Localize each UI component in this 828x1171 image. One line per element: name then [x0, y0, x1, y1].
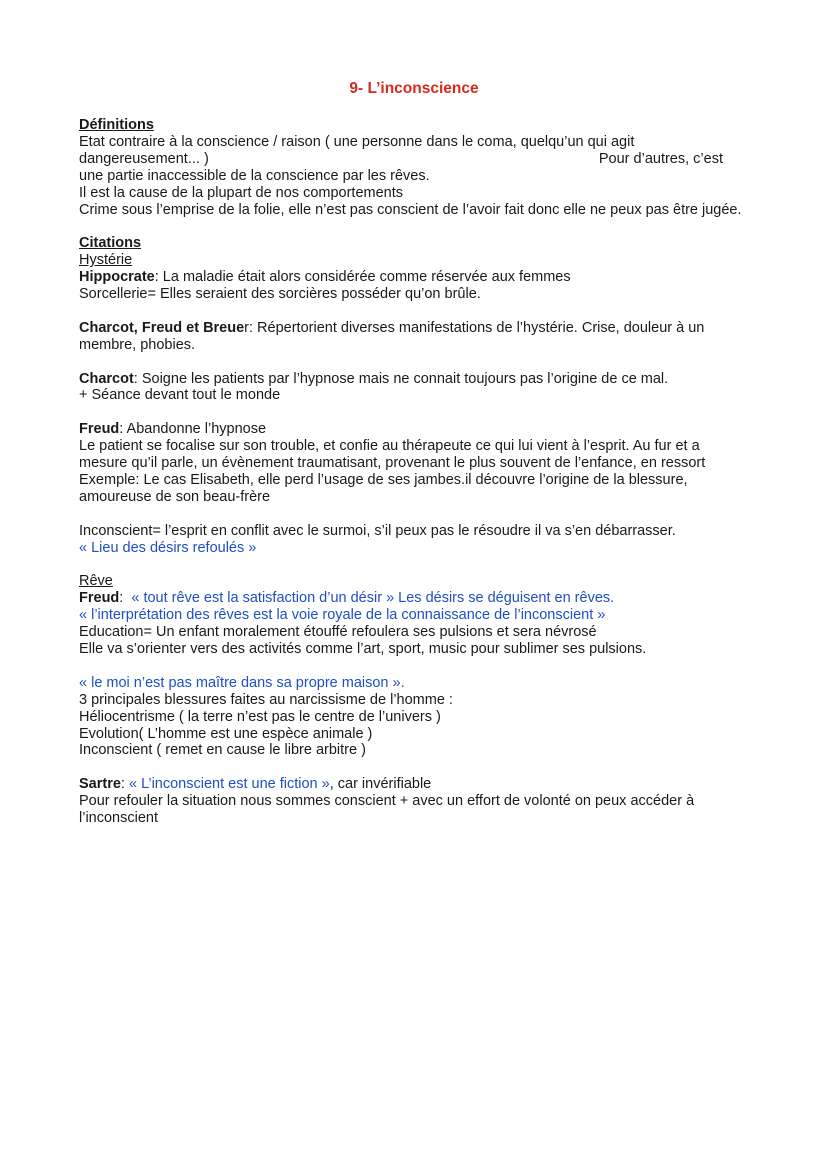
hippocrate-text: : La maladie était alors considérée comme réservée aux femmes: [154, 269, 571, 286]
charcot-name: Charcot: [79, 370, 134, 387]
freud-line: [79, 421, 749, 438]
sartre-name: Sartre: [79, 776, 121, 793]
definitions-line-1: Etat contraire à la conscience / raison ( une personne dans le coma, quelqu’un qui agit: [79, 133, 635, 150]
definitions-line-2: [79, 151, 749, 168]
definitions-line-4: Il est la cause de la plupart de nos comportements: [79, 184, 404, 201]
reve-freud-name: Freud: [79, 590, 120, 607]
moi-line-2: Héliocentrisme ( la terre n’est pas le centre de l’univers ): [79, 708, 441, 725]
charcot-line: [79, 371, 749, 388]
sorcellerie-line: Sorcellerie= Elles seraient des sorcières posséder qu’on brûle.: [79, 286, 481, 303]
citations-heading: Citations: [79, 235, 142, 252]
sartre-after: , car invérifiable: [329, 776, 432, 793]
definitions-line-5: Crime sous l’emprise de la folie, elle n’est pas conscient de l’avoir fait donc elle ne peux pas être jugée.: [79, 201, 742, 218]
moi-line-3: Evolution( L’homme est une espèce animale ): [79, 725, 373, 742]
hysteria-subheading: Hystérie: [79, 252, 133, 269]
definitions-line-2-left: dangereusement... ): [79, 150, 209, 167]
sartre-colon: :: [120, 776, 125, 793]
moi-quote: « le moi n’est pas maître dans sa propre maison ».: [79, 674, 405, 691]
charcot-freud-breuer-paragraph: [79, 320, 749, 354]
reve-freud-colon: :: [119, 590, 124, 607]
education-line: Education= Un enfant moralement étouffé refoulera ses pulsions et sera névrosé: [79, 624, 597, 641]
reve-quote-2: « l’interprétation des rêves est la voie royale de la connaissance de l’inconscient »: [79, 607, 606, 624]
charcot-freud-breuer-name: Charcot, Freud et Breue: [79, 319, 245, 336]
definitions-line-2-right: Pour d’autres, c’est: [598, 150, 723, 167]
seance-line: + Séance devant tout le monde: [79, 387, 281, 404]
inconscient-definition: Inconscient= l’esprit en conflit avec le surmoi, s’il peux pas le résoudre il va s’en débarrasser.: [79, 522, 676, 539]
sartre-line: [79, 776, 749, 793]
document-body: [79, 117, 749, 827]
sartre-quote: « L’inconscient est une fiction »: [128, 776, 330, 793]
reve-freud-line: [79, 590, 749, 607]
reve-quote-1: « tout rêve est la satisfaction d’un désir » Les désirs se déguisent en rêves.: [131, 590, 615, 607]
reve-subheading: Rêve: [79, 573, 113, 590]
moi-line-4: Inconscient ( remet en cause le libre arbitre ): [79, 742, 366, 759]
freud-text: : Abandonne l’hypnose: [119, 421, 267, 438]
orienter-line: Elle va s’orienter vers des activités comme l’art, sport, music pour sublimer ses pulsions.: [79, 641, 647, 657]
charcot-text: : Soigne les patients par l’hypnose mais ne connait toujours pas l’origine de ce mal.: [133, 370, 669, 387]
moi-line-1: 3 principales blessures faites au narcissisme de l’homme :: [79, 691, 453, 708]
hippocrate-name: Hippocrate: [79, 269, 155, 286]
definitions-heading: Définitions: [79, 117, 154, 133]
sartre-paragraph: Pour refouler la situation nous sommes conscient + avec un effort de volonté on peux accéder à l’inconscient: [79, 793, 695, 827]
hippocrate-line: [79, 269, 749, 286]
lieu-quote: « Lieu des désirs refoulés »: [79, 539, 257, 556]
page-title: 9- L’inconscience: [349, 80, 479, 97]
charcot-freud-breuer-text: r: Répertorient diverses manifestations de l’hystérie. Crise, douleur à un membre, phobies.: [79, 319, 705, 353]
definitions-line-3: une partie inaccessible de la conscience par les rêves.: [79, 167, 430, 184]
freud-paragraph-1: Le patient se focalise sur son trouble, et confie au thérapeute ce qui lui vient à l’esprit. Au fur et a mesure qu’il parle, un évènement traumatisant, provenant le plus souvent de l’enfance, en ressort: [79, 438, 706, 472]
freud-name: Freud: [79, 421, 120, 438]
freud-paragraph-2: Exemple: Le cas Elisabeth, elle perd l’usage de ses jambes.il découvre l’origine de la blessure, amoureuse de son beau-frère: [79, 471, 688, 505]
